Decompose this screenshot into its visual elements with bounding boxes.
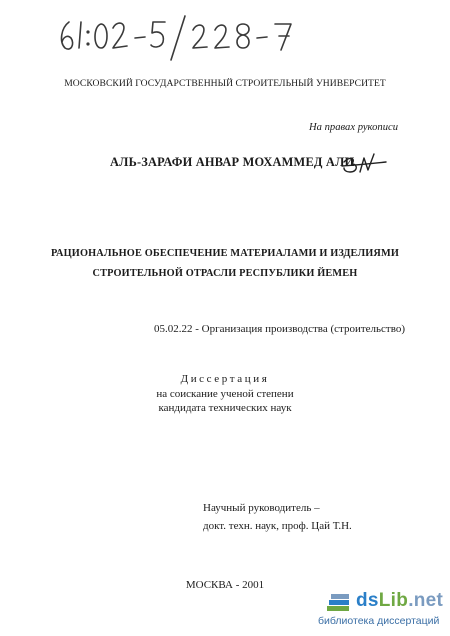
rights-note: На правах рукописи (309, 122, 398, 133)
watermark-logo-main: Lib (378, 590, 409, 611)
book-stack-icon (326, 592, 352, 614)
watermark-logo-suffix: .net (408, 590, 444, 611)
degree-line-1: на соискание ученой степени (156, 388, 294, 400)
handwritten-code-drawing (55, 2, 315, 72)
watermark-logo-prefix: ds (356, 590, 379, 611)
supervisor-name: докт. техн. наук, проф. Цай Т.Н. (203, 520, 352, 532)
dissertation-title-line-2: СТРОИТЕЛЬНОЙ ОТРАСЛИ РЕСПУБЛИКИ ЙЕМЕН (92, 268, 358, 279)
author-name: АЛЬ-ЗАРАФИ АНВАР МОХАММЕД АЛИ (110, 155, 355, 169)
university-name: МОСКОВСКИЙ ГОСУДАРСТВЕННЫЙ СТРОИТЕЛЬНЫЙ УНИВЕРСИТЕТ (64, 78, 386, 89)
city-year: МОСКВА - 2001 (185, 579, 265, 591)
specialty-code: 05.02.22 - Организация производства (строительство) (154, 323, 406, 335)
supervisor-label: Научный руководитель – (203, 502, 320, 514)
degree-line-2: кандидата технических наук (158, 402, 292, 414)
work-type: Диссертация (180, 373, 270, 385)
watermark-logo (356, 590, 443, 612)
dissertation-title-line-1: РАЦИОНАЛЬНОЕ ОБЕСПЕЧЕНИЕ МАТЕРИАЛАМИ И ИЗДЕЛИЯМИ (50, 248, 400, 259)
handwritten-archive-code (55, 2, 315, 72)
author-signature (340, 150, 388, 180)
dslib-watermark[interactable] (310, 590, 446, 634)
watermark-tagline: библиотека диссертаций (318, 615, 440, 627)
